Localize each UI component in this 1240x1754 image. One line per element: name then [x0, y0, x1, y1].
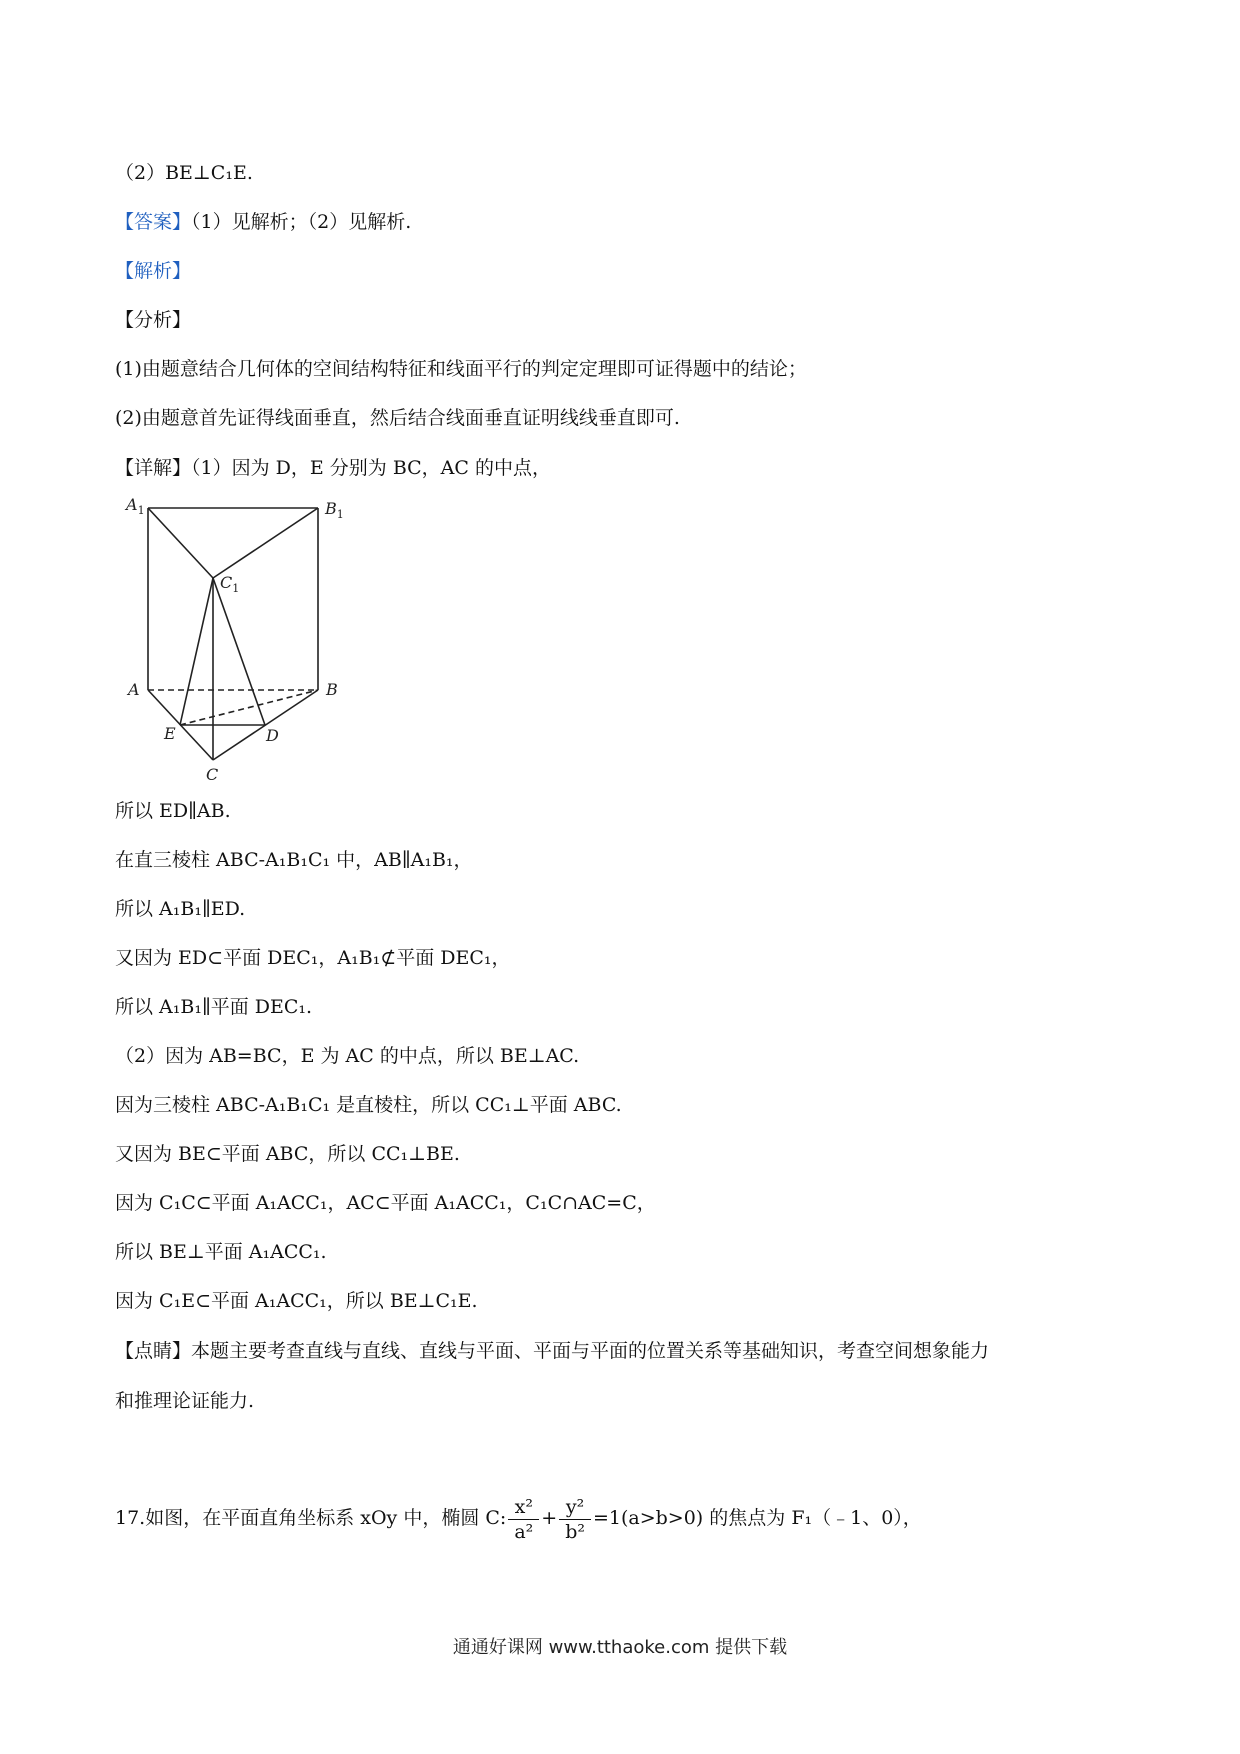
- proof-line-7: 因为三棱柱 ABC-A₁B₁C₁ 是直棱柱，所以 CC₁⊥平面 ABC.: [115, 1094, 622, 1116]
- problem-17-prefix: 17.如图，在平面直角坐标系 xOy 中，椭圆 C:: [115, 1507, 507, 1529]
- comment-line-2: 和推理论证能力.: [115, 1390, 255, 1412]
- ellipse-condition: =1(a>b>0): [592, 1507, 704, 1529]
- proof-line-11: 因为 C₁E⊂平面 A₁ACC₁，所以 BE⊥C₁E.: [115, 1290, 478, 1312]
- comment-tag: 【点睛】: [115, 1340, 192, 1362]
- detail-text: （1）因为 D，E 分别为 BC，AC 的中点，: [191, 457, 551, 479]
- comment-text-1: 本题主要考查直线与直线、直线与平面、平面与平面的位置关系等基础知识，考查空间想象能力: [191, 1340, 990, 1362]
- proof-line-9: 因为 C₁C⊂平面 A₁ACC₁，AC⊂平面 A₁ACC₁，C₁C∩AC=C，: [115, 1192, 656, 1214]
- fraction-x-over-a: $\frac{\text{x²}}{\text{a²}}$: [508, 1495, 539, 1544]
- comment-line-1: [115, 1338, 989, 1364]
- problem-17: [115, 1488, 922, 1548]
- proof-line-10: 所以 BE⊥平面 A₁ACC₁.: [115, 1241, 327, 1263]
- detail-tag: 【详解】: [115, 457, 192, 479]
- label-B1: $B_1$: [325, 499, 344, 521]
- fraction-y-over-b: $\frac{\text{y²}}{\text{b²}}$: [559, 1495, 591, 1544]
- fenxi-tag: 【分析】: [115, 309, 192, 331]
- prism-figure: [120, 496, 350, 786]
- proof-line-3: 所以 A₁B₁∥ED.: [115, 898, 246, 920]
- analysis-line-2: (2)由题意首先证得线面垂直，然后结合线面垂直证明线线垂直即可.: [115, 407, 680, 429]
- label-A: A: [128, 680, 140, 699]
- analysis-line-1: (1)由题意结合几何体的空间结构特征和线面平行的判定定理即可证得题中的结论；: [115, 358, 807, 380]
- proof-line-6: （2）因为 AB=BC，E 为 AC 的中点，所以 BE⊥AC.: [115, 1045, 580, 1067]
- answer-line: [115, 209, 411, 235]
- proof-line-4: 又因为 ED⊂平面 DEC₁，A₁B₁⊄平面 DEC₁，: [115, 947, 511, 969]
- jiexi-tag: 【解析】: [115, 260, 192, 282]
- proof-line-8: 又因为 BE⊂平面 ABC，所以 CC₁⊥BE.: [115, 1143, 460, 1165]
- label-B: B: [326, 680, 338, 699]
- page-footer: 通通好课网 www.tthaoke.com 提供下载: [452, 1637, 788, 1658]
- detail-line: [115, 455, 551, 481]
- plus-sign: +: [541, 1507, 558, 1529]
- proof-line-5: 所以 A₁B₁∥平面 DEC₁.: [115, 996, 313, 1018]
- proof-line-2: 在直三棱柱 ABC-A₁B₁C₁ 中，AB∥A₁B₁，: [115, 849, 473, 871]
- answer-text: （1）见解析；（2）见解析.: [191, 211, 412, 233]
- label-A1: $A_1$: [126, 496, 145, 517]
- label-C1: $C_1$: [220, 573, 240, 595]
- part2-prompt: （2）BE⊥C₁E.: [115, 162, 253, 184]
- proof-line-1: 所以 ED∥AB.: [115, 800, 231, 822]
- label-D: D: [266, 726, 279, 745]
- label-C: C: [206, 765, 219, 784]
- problem-17-suffix: 的焦点为 F₁（﹣1、0），: [709, 1507, 922, 1529]
- answer-tag: 【答案】: [115, 211, 192, 233]
- label-E: E: [164, 724, 176, 743]
